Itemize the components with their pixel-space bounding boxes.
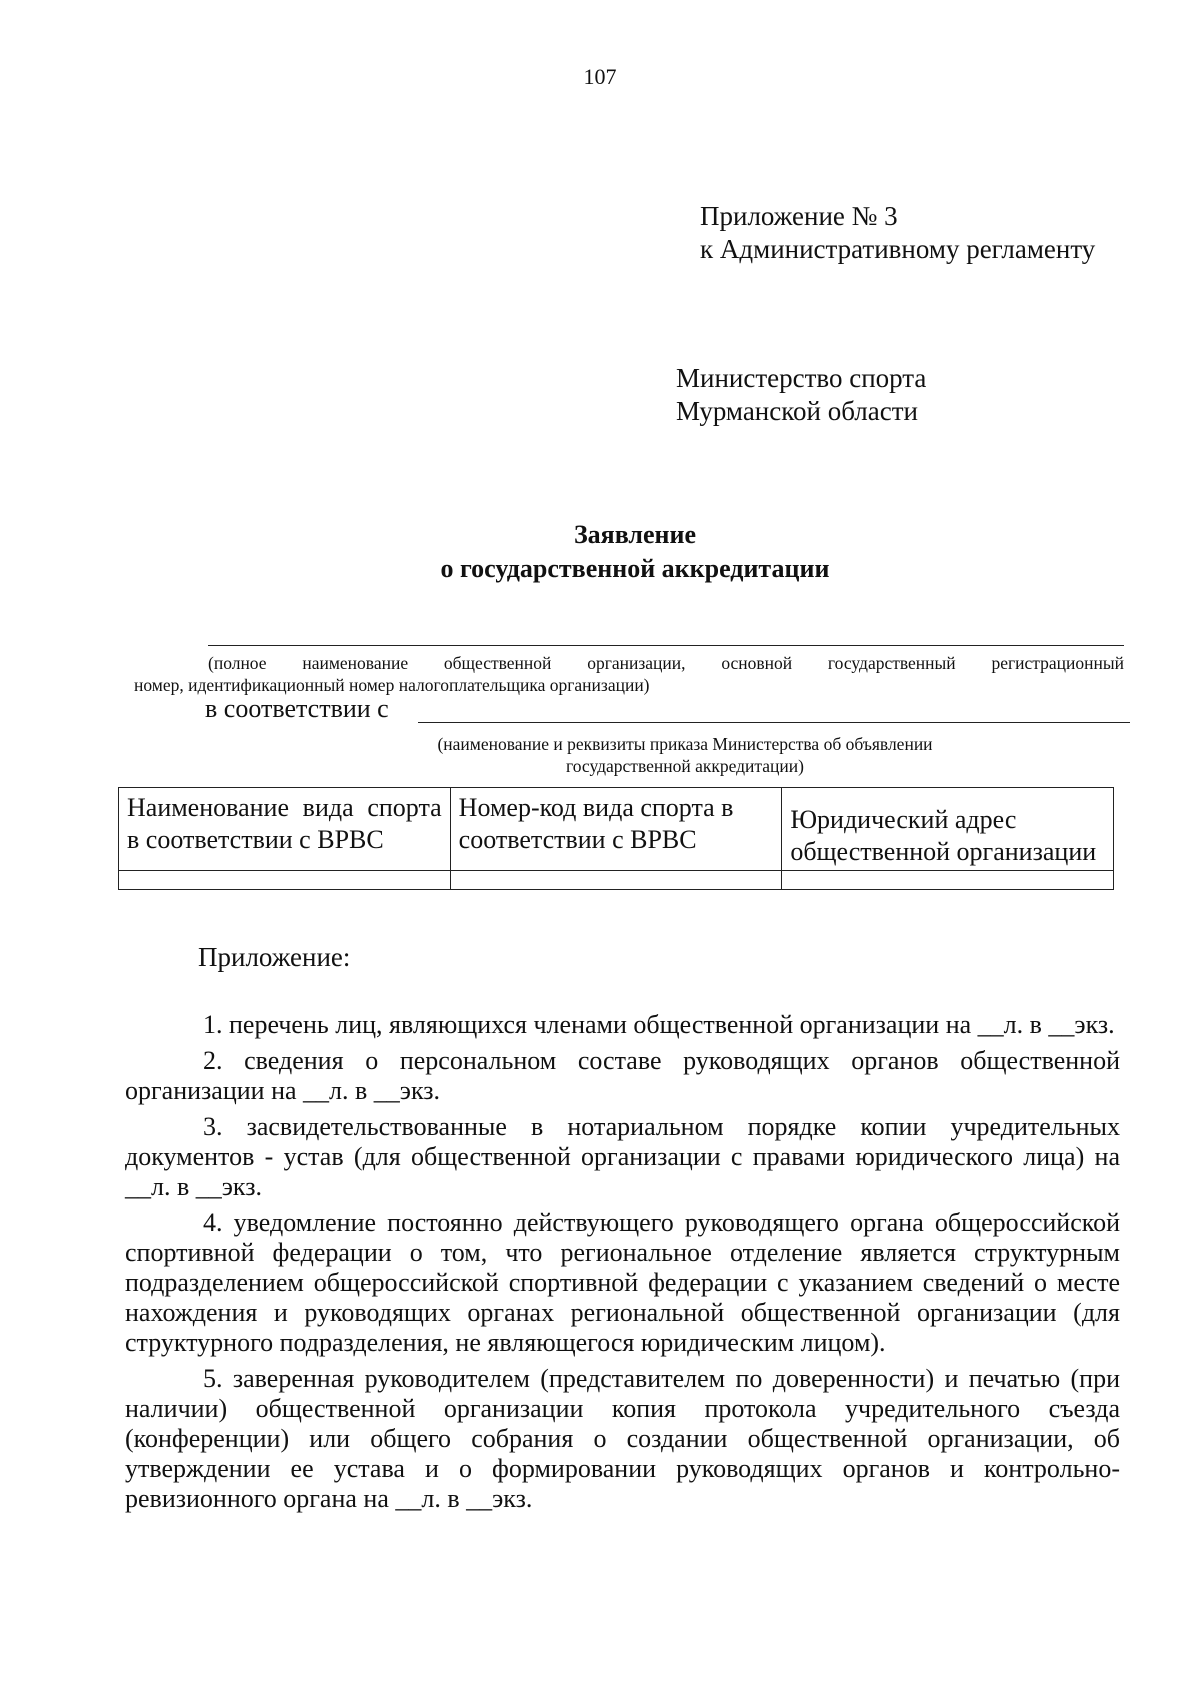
- recipient-line-1: Министерство спорта: [676, 363, 927, 393]
- table-header-row: [119, 788, 1114, 871]
- sports-table: [118, 787, 1114, 890]
- list-item: 1. перечень лиц, являющихся членами общественной организации на __л. в __экз.: [203, 1010, 1115, 1039]
- list-item: 2. сведения о персональном составе руководящих органов общественной организации на __л. в __экз.: [125, 1046, 1120, 1105]
- attachments-title: Приложение:: [198, 942, 351, 972]
- table-cell: [450, 871, 782, 890]
- attachments-list: [125, 1010, 1120, 1520]
- appendix-reference: к Административному регламенту: [700, 234, 1096, 264]
- appendix-header: [700, 200, 1095, 266]
- table-row: [119, 871, 1114, 890]
- table-cell: [119, 871, 451, 890]
- document-title: [0, 518, 1200, 586]
- list-item: 5. заверенная руководителем (представителем по доверенности) и печатью (при наличии) общественной организации копия протокола учредительного съезда (конференции) или общего собрания о создании общественной организации, об утверждении ее устава и о формировании руководящих органов и контрольно-ревизионного органа на __л. в __экз.: [125, 1364, 1120, 1513]
- list-item: 3. засвидетельствованные в нотариальном порядке копии учредительных документов - устав (для общественной организации с правами юридического лица) на __л. в __экз.: [125, 1112, 1120, 1201]
- recipient-block: [676, 362, 926, 428]
- appendix-number: Приложение № 3: [700, 201, 898, 231]
- accordance-label: в соответствии с: [205, 694, 389, 723]
- page-number: 107: [583, 64, 617, 89]
- title-line-2: о государственной аккредитации: [440, 554, 830, 583]
- header-legal-address: Юридический адрес общественной организации: [782, 788, 1114, 871]
- title-line-1: Заявление: [573, 520, 697, 549]
- header-sport-code: Номер-код вида спорта в соответствии с ВРВС: [450, 788, 782, 871]
- order-caption: (наименование и реквизиты приказа Министерства об объявлении государственной аккредитации): [437, 734, 933, 776]
- org-name-caption: (полное наименование общественной организации, основной государственный регистрационный номер, идентификационный номер налогоплательщика организации): [134, 653, 1124, 695]
- header-sport-name: Наименование вида спорта в соответствии с ВРВС: [119, 788, 451, 871]
- org-name-blank-line: [208, 645, 1124, 646]
- table-cell: [782, 871, 1114, 890]
- recipient-line-2: Мурманской области: [676, 396, 918, 426]
- list-item: 4. уведомление постоянно действующего руководящего органа общероссийской спортивной федерации о том, что региональное отделение является структурным подразделением общероссийской спортивной федерации с указанием сведений о месте нахождения и руководящих органах региональной общественной организации (для структурного подразделения, не являющегося юридическим лицом).: [125, 1208, 1120, 1357]
- order-blank-line: [418, 722, 1130, 723]
